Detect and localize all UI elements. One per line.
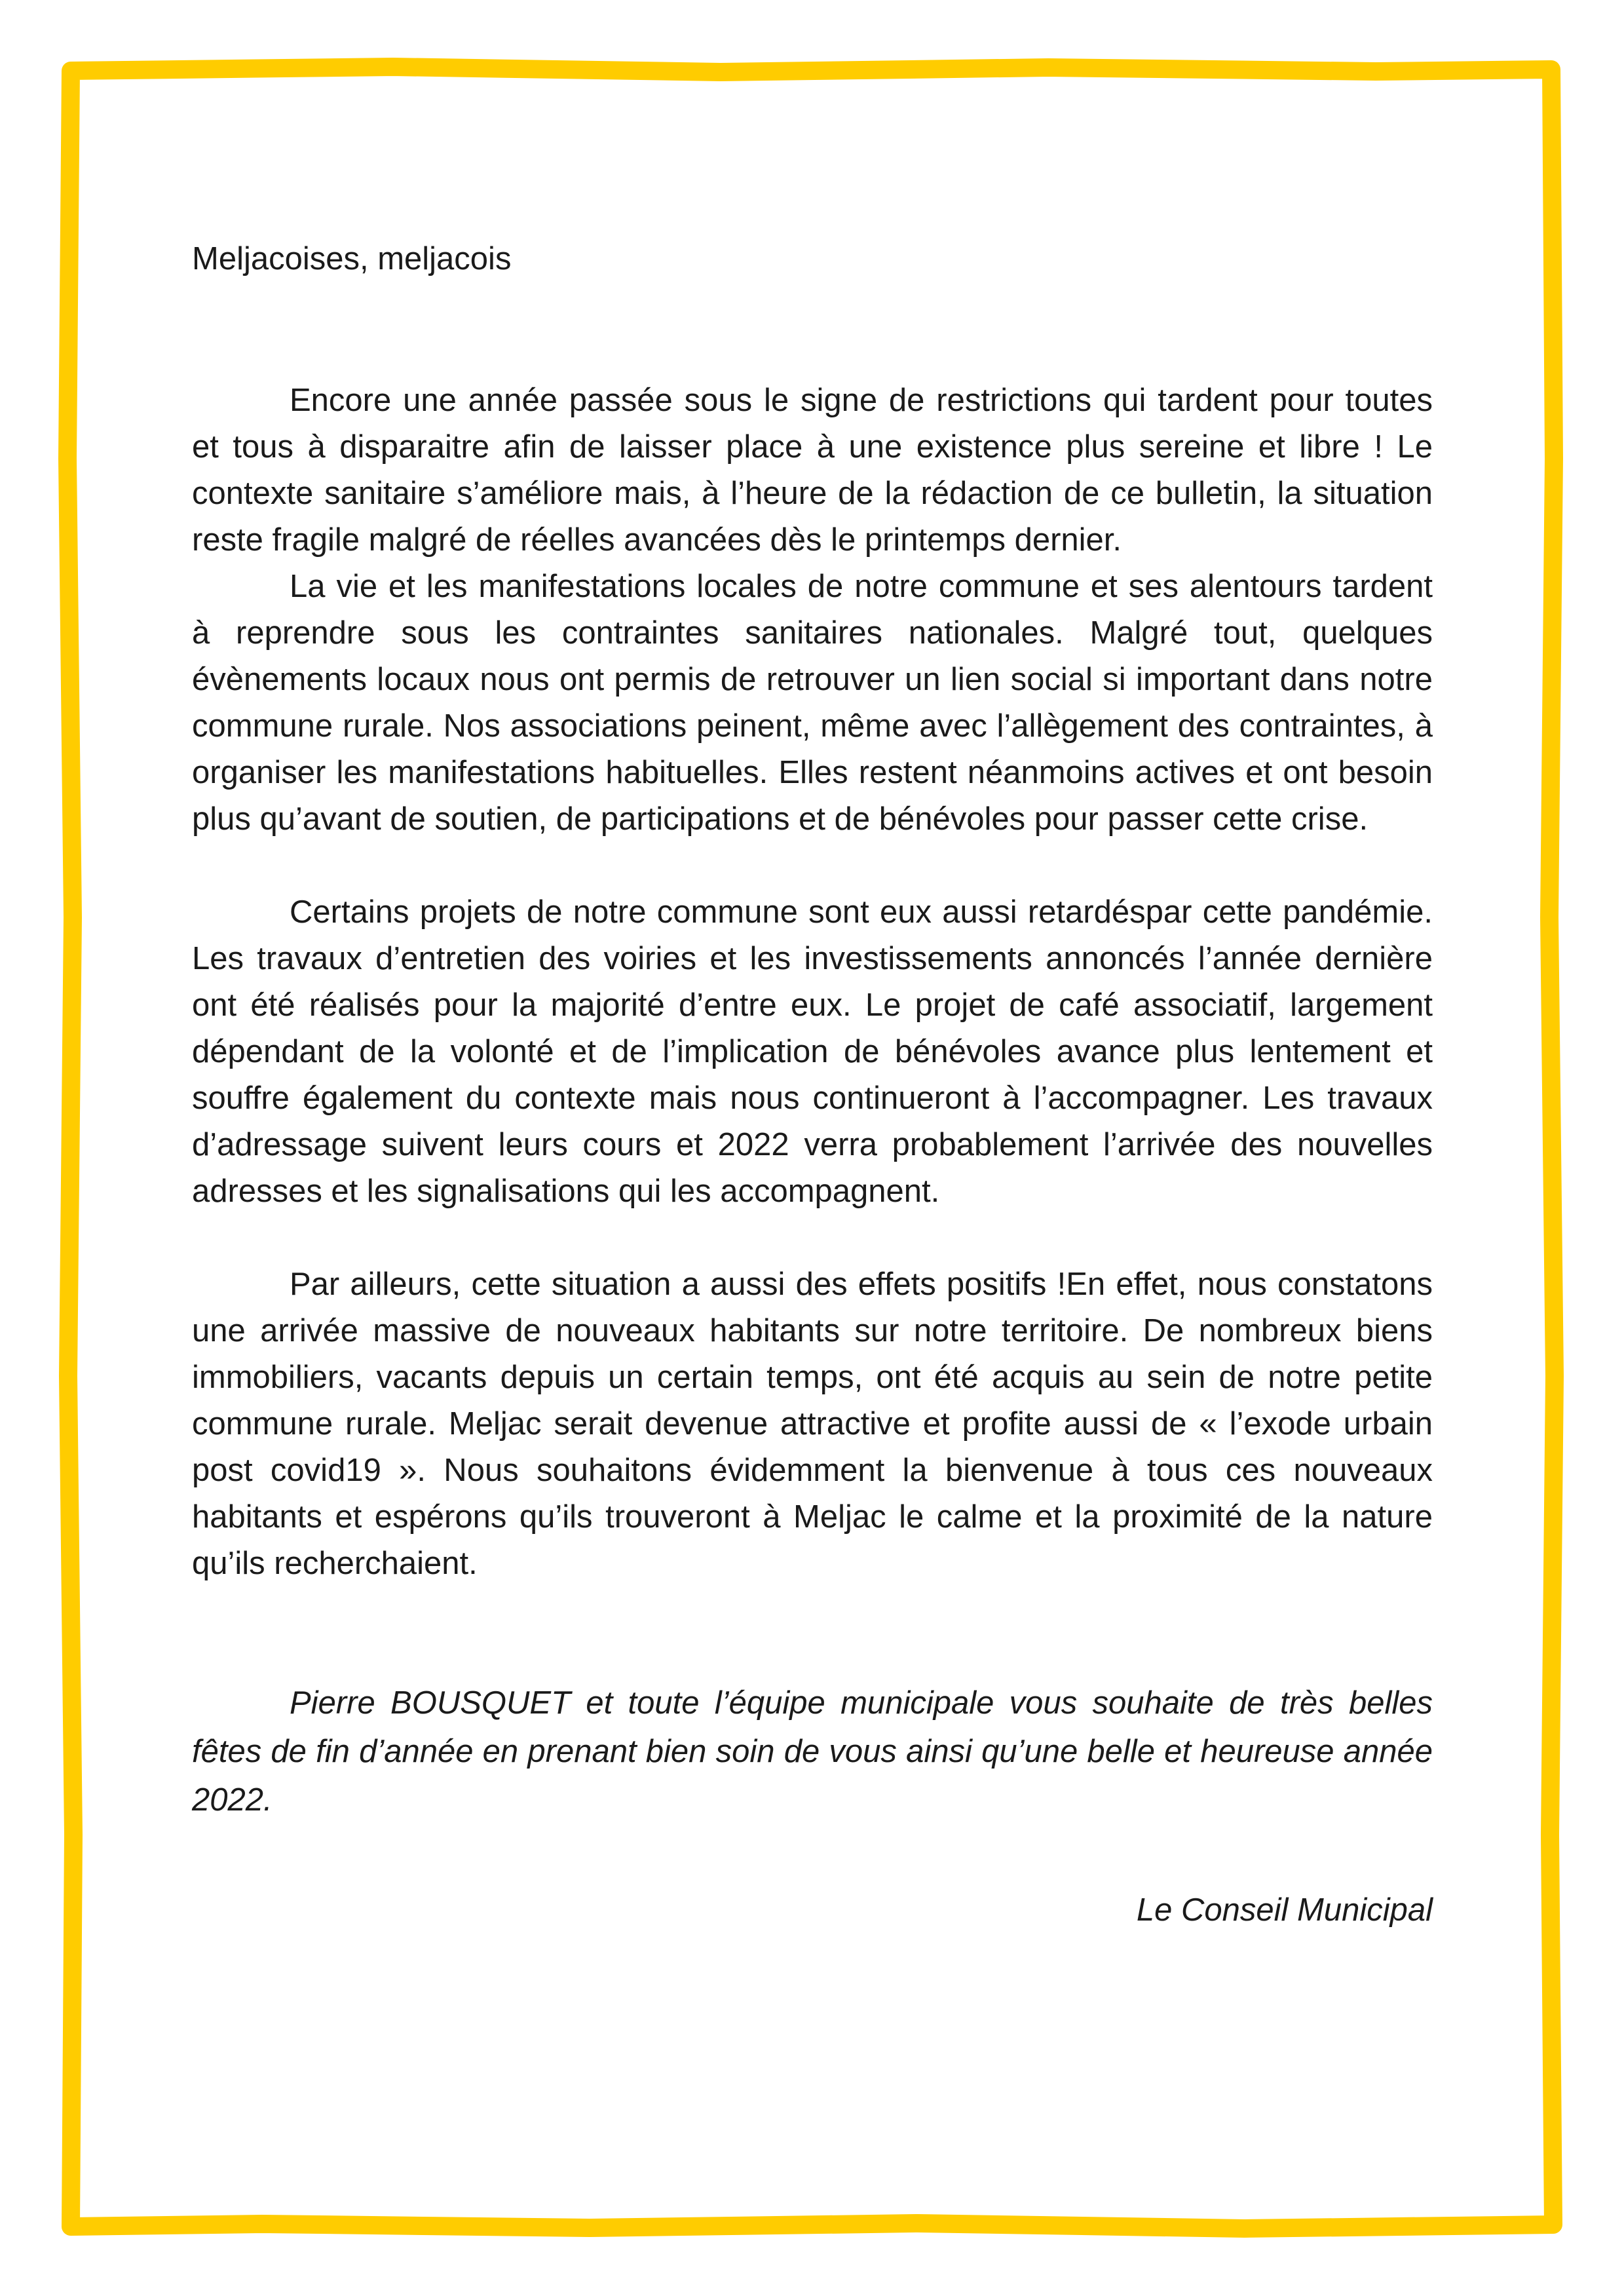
letter-body (192, 236, 1433, 1934)
paragraph-restrictions: Encore une année passée sous le signe de restrictions qui tardent pour toutes et tous à disparaitre afin de laisser place à une existence plus sereine et libre ! Le contexte sanitaire s’améliore mais, à l’heure de la rédaction de ce bulletin, la situation reste fragile malgré de réelles avancées dès le printemps dernier. (192, 383, 1433, 558)
closing-wishes: Pierre BOUSQUET et toute l’équipe municipale vous souhaite de très belles fêtes de fin d’année en prenant bien soin de vous ainsi qu’une belle et heureuse année 2022. (192, 1685, 1433, 1818)
paragraph-projects: Certains projets de notre commune sont eux aussi retardéspar cette pandémie. Les travaux d’entretien des voiries et les investissements annoncés l’année dernière ont été réalisés pour la majorité d’entre eux. Le projet de café associatif, largement dépendant de la volonté et de l’implication de bénévoles avance plus lentement et souffre également du contexte mais nous continueront à l’accompagner. Les travaux d’adressage suivent leurs cours et 2022 verra probablement l’arrivée des nouvelles adresses et les signalisations qui les accompagnent. (192, 894, 1433, 1209)
paragraph-local-events: La vie et les manifestations locales de notre commune et ses alentours tardent à reprendre sous les contraintes sanitaires nationales. Malgré tout, quelques évènements locaux nous ont permis de retrouver un lien social si important dans notre commune rurale. Nos associations peinent, même avec l’allègement des contraintes, à organiser les manifestations habituelles. Elles restent néanmoins actives et ont besoin plus qu’avant de soutien, de participations et de bénévoles pour passer cette crise. (192, 569, 1433, 837)
letter-greeting: Meljacoises, meljacois (192, 241, 512, 277)
paragraph-new-residents: Par ailleurs, cette situation a aussi des effets positifs !En effet, nous constatons une arrivée massive de nouveaux habitants sur notre territoire. De nombreux biens immobiliers, vacants depuis un certain temps, ont été acquis au sein de notre petite commune rurale. Meljac serait devenue attractive et profite aussi de « l’exode urbain post covid19 ». Nous souhaitons évidemment la bienvenue à tous ces nouveaux habitants et espérons qu’ils trouveront à Meljac le calme et la proximité de la nature qu’ils recherchaient. (192, 1267, 1433, 1581)
signature: Le Conseil Municipal (1136, 1892, 1433, 1928)
